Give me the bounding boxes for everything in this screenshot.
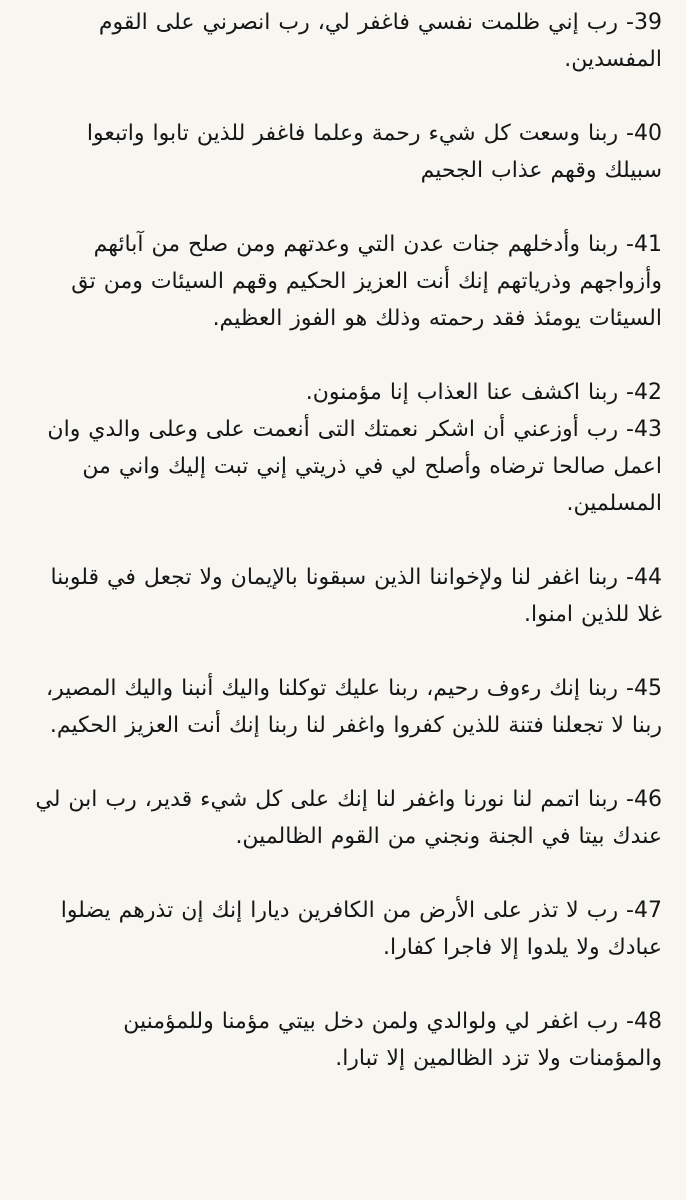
dua-entry-48: 48- رب اغفر لي ولوالدي ولمن دخل بيتي مؤمنا وللمؤمنين والمؤمنات ولا تزد الظالمين إلا تبارا.	[123, 1009, 662, 1071]
dua-entry-40: 40- ربنا وسعت كل شيء رحمة وعلما فاغفر للذين تابوا واتبعوا سبيلك وقهم عذاب الجحيم	[86, 121, 662, 183]
dua-entry-47: 47- رب لا تذر على الأرض من الكافرين ديارا إنك إن تذرهم يضلوا عبادك ولا يلدوا إلا فاجرا كفارا.	[60, 898, 662, 960]
dua-entry-39: 39- رب إني ظلمت نفسي فاغفر لي، رب انصرني على القوم المفسدين.	[98, 10, 662, 72]
dua-entry-44: 44- ربنا اغفر لنا ولإخواننا الذين سبقونا بالإيمان ولا تجعل في قلوبنا غلا للذين امنوا.	[50, 565, 662, 627]
dua-entry-45: 45- ربنا إنك رءوف رحيم، ربنا عليك توكلنا واليك أنبنا واليك المصير، ربنا لا تجعلنا فتنة للذين كفروا واغفر لنا ربنا إنك أنت العزيز الحكيم.	[46, 676, 662, 738]
dua-entry-42: 42- ربنا اكشف عنا العذاب إنا مؤمنون.	[305, 380, 662, 405]
dua-entry-43: 43- رب أوزعني أن اشكر نعمتك التى أنعمت على وعلى والدي وان اعمل صالحا ترضاه وأصلح لي في ذريتي إني تبت إليك واني من المسلمين.	[47, 417, 662, 516]
dua-entry-41: 41- ربنا وأدخلهم جنات عدن التي وعدتهم ومن صلح من آبائهم وأزواجهم وذرياتهم إنك أنت العزيز الحكيم وقهم السيئات ومن تق السيئات يومئذ فقد رحمته وذلك هو الفوز العظيم.	[71, 232, 662, 331]
dua-entry-46: 46- ربنا اتمم لنا نورنا واغفر لنا إنك على كل شيء قدير، رب ابن لي عندك بيتا في الجنة ونجني من القوم الظالمين.	[35, 787, 662, 849]
